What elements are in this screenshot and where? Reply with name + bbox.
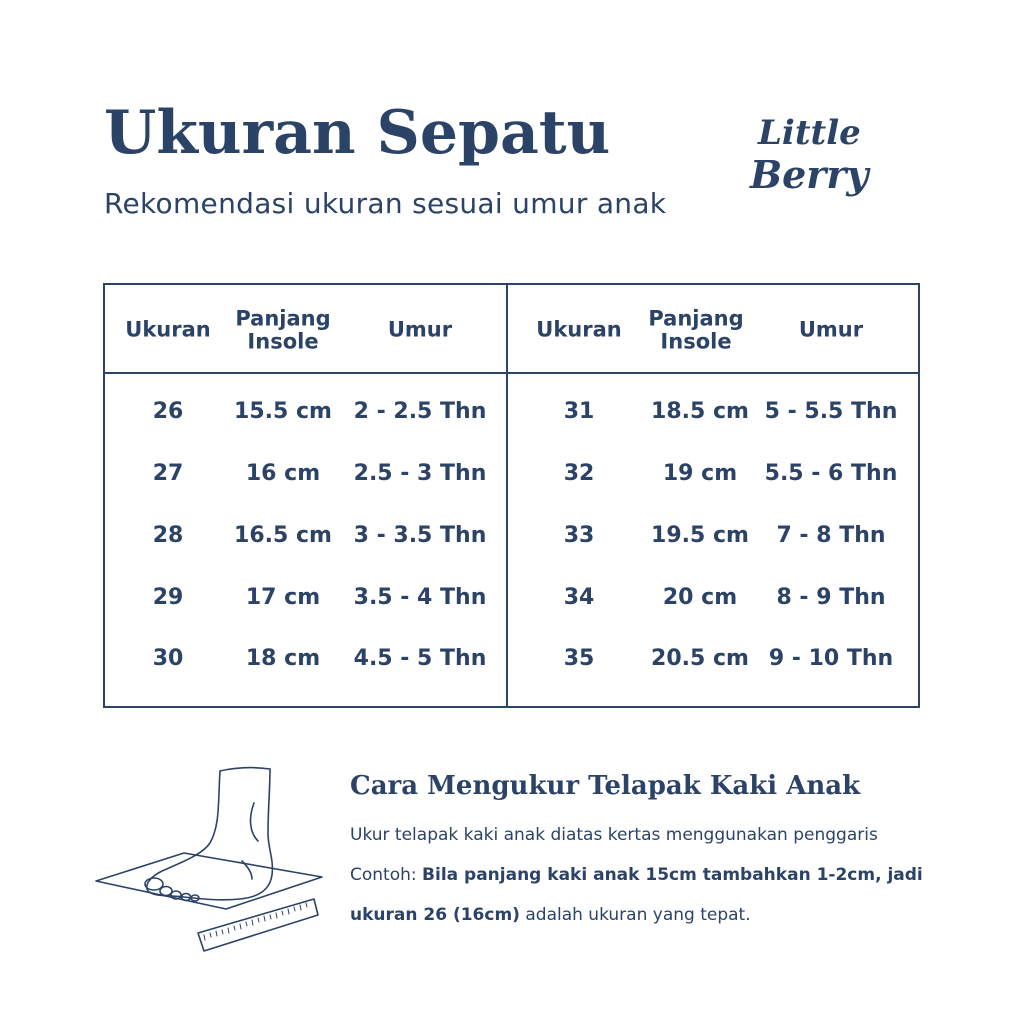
howto-text-bold: Bila panjang kaki anak 15cm tambahkan 1-2cm, jadi ukuran 26 (16cm) bbox=[350, 865, 923, 925]
header-age-right: Umur bbox=[798, 317, 864, 342]
right-row-2-size: 32 bbox=[563, 460, 595, 486]
brand-logo bbox=[742, 113, 882, 206]
header-insole-right-line1: Panjang bbox=[648, 306, 744, 331]
howto-text-part-2: adalah ukuran yang tepat. bbox=[519, 905, 751, 925]
right-row-5-insole: 20.5 cm bbox=[651, 645, 749, 671]
right-row-4-insole: 20 cm bbox=[662, 584, 738, 610]
left-row-4-insole: 17 cm bbox=[245, 584, 321, 610]
right-row-4-age: 8 - 9 Thn bbox=[776, 584, 886, 610]
right-row-1-age: 5 - 5.5 Thn bbox=[764, 398, 898, 424]
right-row-3-insole: 19.5 cm bbox=[651, 522, 749, 548]
right-row-3-size: 33 bbox=[563, 522, 595, 548]
left-row-5-insole: 18 cm bbox=[245, 645, 321, 671]
left-row-1-age: 2 - 2.5 Thn bbox=[353, 398, 487, 424]
size-table bbox=[103, 283, 920, 708]
right-row-5-size: 35 bbox=[563, 645, 595, 671]
header-size-left: Ukuran bbox=[125, 317, 211, 342]
header-size-right: Ukuran bbox=[536, 317, 622, 342]
right-row-2-age: 5.5 - 6 Thn bbox=[764, 460, 898, 486]
foot-on-paper-with-ruler-icon bbox=[92, 763, 324, 959]
left-row-2-size: 27 bbox=[152, 460, 184, 486]
header-insole-left-line2: Insole bbox=[247, 329, 319, 354]
left-row-4-size: 29 bbox=[152, 584, 184, 610]
right-row-2-insole: 19 cm bbox=[662, 460, 738, 486]
right-row-1-insole: 18.5 cm bbox=[651, 398, 749, 424]
right-row-3-age: 7 - 8 Thn bbox=[776, 522, 886, 548]
left-row-5-age: 4.5 - 5 Thn bbox=[353, 645, 487, 671]
left-row-2-insole: 16 cm bbox=[245, 460, 321, 486]
right-row-1-size: 31 bbox=[563, 398, 595, 424]
header-divider bbox=[105, 372, 918, 374]
right-row-4-size: 34 bbox=[563, 584, 595, 610]
column-divider bbox=[506, 285, 508, 706]
page-subtitle: Rekomendasi ukuran sesuai umur anak bbox=[104, 187, 667, 220]
left-row-4-age: 3.5 - 4 Thn bbox=[353, 584, 487, 610]
howto-title: Cara Mengukur Telapak Kaki Anak bbox=[350, 771, 861, 801]
left-row-3-insole: 16.5 cm bbox=[234, 522, 332, 548]
howto-text-part-1: Ukur telapak kaki anak diatas kertas menggunakan penggaris Contoh: bbox=[350, 825, 878, 885]
left-row-3-size: 28 bbox=[152, 522, 184, 548]
header-insole-left-line1: Panjang bbox=[235, 306, 331, 331]
logo-line-1: Little bbox=[758, 113, 861, 153]
left-row-1-size: 26 bbox=[152, 398, 184, 424]
left-row-1-insole: 15.5 cm bbox=[234, 398, 332, 424]
page-title: Ukuran Sepatu bbox=[104, 98, 611, 168]
logo-line-2: Berry bbox=[750, 152, 869, 197]
left-row-3-age: 3 - 3.5 Thn bbox=[353, 522, 487, 548]
header-insole-right-line2: Insole bbox=[660, 329, 732, 354]
header-age-left: Umur bbox=[387, 317, 453, 342]
left-row-5-size: 30 bbox=[152, 645, 184, 671]
howto-text bbox=[350, 815, 940, 935]
left-row-2-age: 2.5 - 3 Thn bbox=[353, 460, 487, 486]
right-row-5-age: 9 - 10 Thn bbox=[768, 645, 894, 671]
